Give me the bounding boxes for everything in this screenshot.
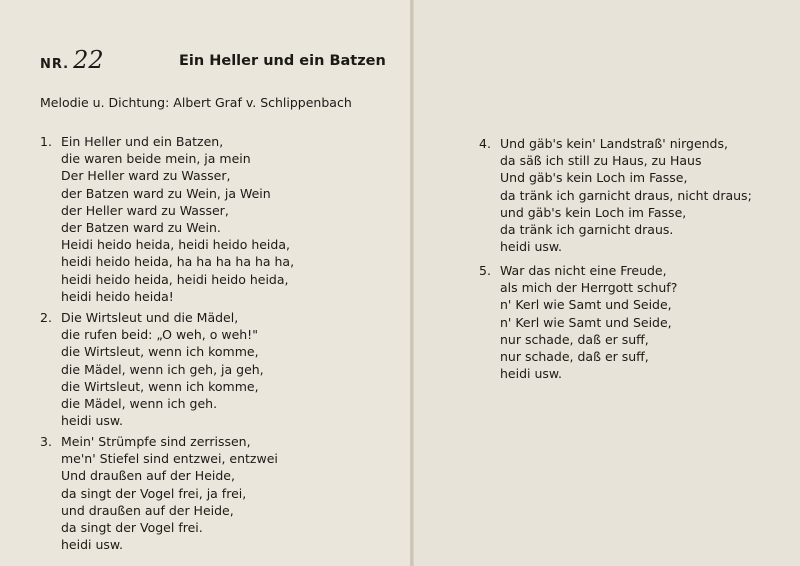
verse-number: 3. <box>40 434 52 449</box>
verse-line: da säß ich still zu Haus, zu Haus <box>500 153 702 169</box>
verse-line: n' Kerl wie Samt und Seide, <box>500 297 672 313</box>
verse-text: Und gäb's kein' Landstraß' nirgends, <box>500 136 728 151</box>
song-credit: Melodie u. Dichtung: Albert Graf v. Schlippenbach <box>40 95 352 110</box>
verse-line: die Mädel, wenn ich geh, ja geh, <box>61 361 264 377</box>
verse-line: da singt der Vogel frei. <box>61 520 203 536</box>
verse-number: 1. <box>40 134 52 149</box>
verse-line: Der Heller ward zu Wasser, <box>61 168 231 184</box>
verse-line: nur schade, daß er suff, <box>500 349 649 365</box>
verse-line: heidi usw. <box>500 239 562 255</box>
verse-line: n' Kerl wie Samt und Seide, <box>500 314 672 330</box>
verse-4 <box>479 135 752 255</box>
verse-3 <box>40 433 278 553</box>
verse-line <box>40 309 264 326</box>
verse-line: der Batzen ward zu Wein, ja Wein <box>61 185 271 201</box>
song-number <box>40 46 104 74</box>
verse-number: 5. <box>479 263 491 278</box>
verse-line: da singt der Vogel frei, ja frei, <box>61 485 247 501</box>
verse-number: 2. <box>40 310 52 325</box>
verse-line: und gäb's kein Loch im Fasse, <box>500 204 687 220</box>
verse-line: nur schade, daß er suff, <box>500 331 649 347</box>
verse-line: da tränk ich garnicht draus, nicht draus; <box>500 187 752 203</box>
verse-line: Heidi heido heida, heidi heido heida, <box>61 237 290 253</box>
verse-line: die Mädel, wenn ich geh. <box>61 396 218 412</box>
song-number-label: NR. <box>40 57 70 72</box>
verse-line: heidi heido heida, heidi heido heida, <box>61 271 289 287</box>
verse-2 <box>40 309 264 429</box>
verse-line: Und draußen auf der Heide, <box>61 468 235 484</box>
verse-line: Und gäb's kein Loch im Fasse, <box>500 170 688 186</box>
verse-line: die rufen beid: „O weh, o weh!" <box>61 327 258 343</box>
verse-line: da tränk ich garnicht draus. <box>500 222 674 238</box>
verse-text: War das nicht eine Freude, <box>500 263 667 278</box>
verse-line: die waren beide mein, ja mein <box>61 151 251 167</box>
verse-line: heidi usw. <box>61 537 123 553</box>
verse-line <box>479 135 752 152</box>
verse-line: und draußen auf der Heide, <box>61 502 234 518</box>
verse-line: der Batzen ward zu Wein. <box>61 220 221 236</box>
verse-number: 4. <box>479 136 491 151</box>
verse-line <box>40 133 294 150</box>
verse-text: Ein Heller und ein Batzen, <box>61 134 224 149</box>
verse-line: heidi usw. <box>61 413 123 429</box>
verse-line: heidi usw. <box>500 366 562 382</box>
verse-5 <box>479 262 677 382</box>
verse-line <box>40 433 278 450</box>
verse-1 <box>40 133 294 305</box>
verse-line: die Wirtsleut, wenn ich komme, <box>61 344 259 360</box>
verse-text: Mein' Strümpfe sind zerrissen, <box>61 434 251 449</box>
verse-line: heidi heido heida! <box>61 288 174 304</box>
song-number-value: 22 <box>73 46 104 74</box>
verse-line: heidi heido heida, ha ha ha ha ha ha, <box>61 254 295 270</box>
verse-line: der Heller ward zu Wasser, <box>61 202 229 218</box>
verse-line: me'n' Stiefel sind entzwei, entzwei <box>61 451 278 467</box>
verse-line: die Wirtsleut, wenn ich komme, <box>61 378 259 394</box>
song-title: Ein Heller und ein Batzen <box>179 53 386 69</box>
verse-line: als mich der Herrgott schuf? <box>500 280 678 296</box>
page-fold <box>410 0 414 566</box>
verse-line <box>479 262 677 279</box>
verse-text: Die Wirtsleut und die Mädel, <box>61 310 239 325</box>
